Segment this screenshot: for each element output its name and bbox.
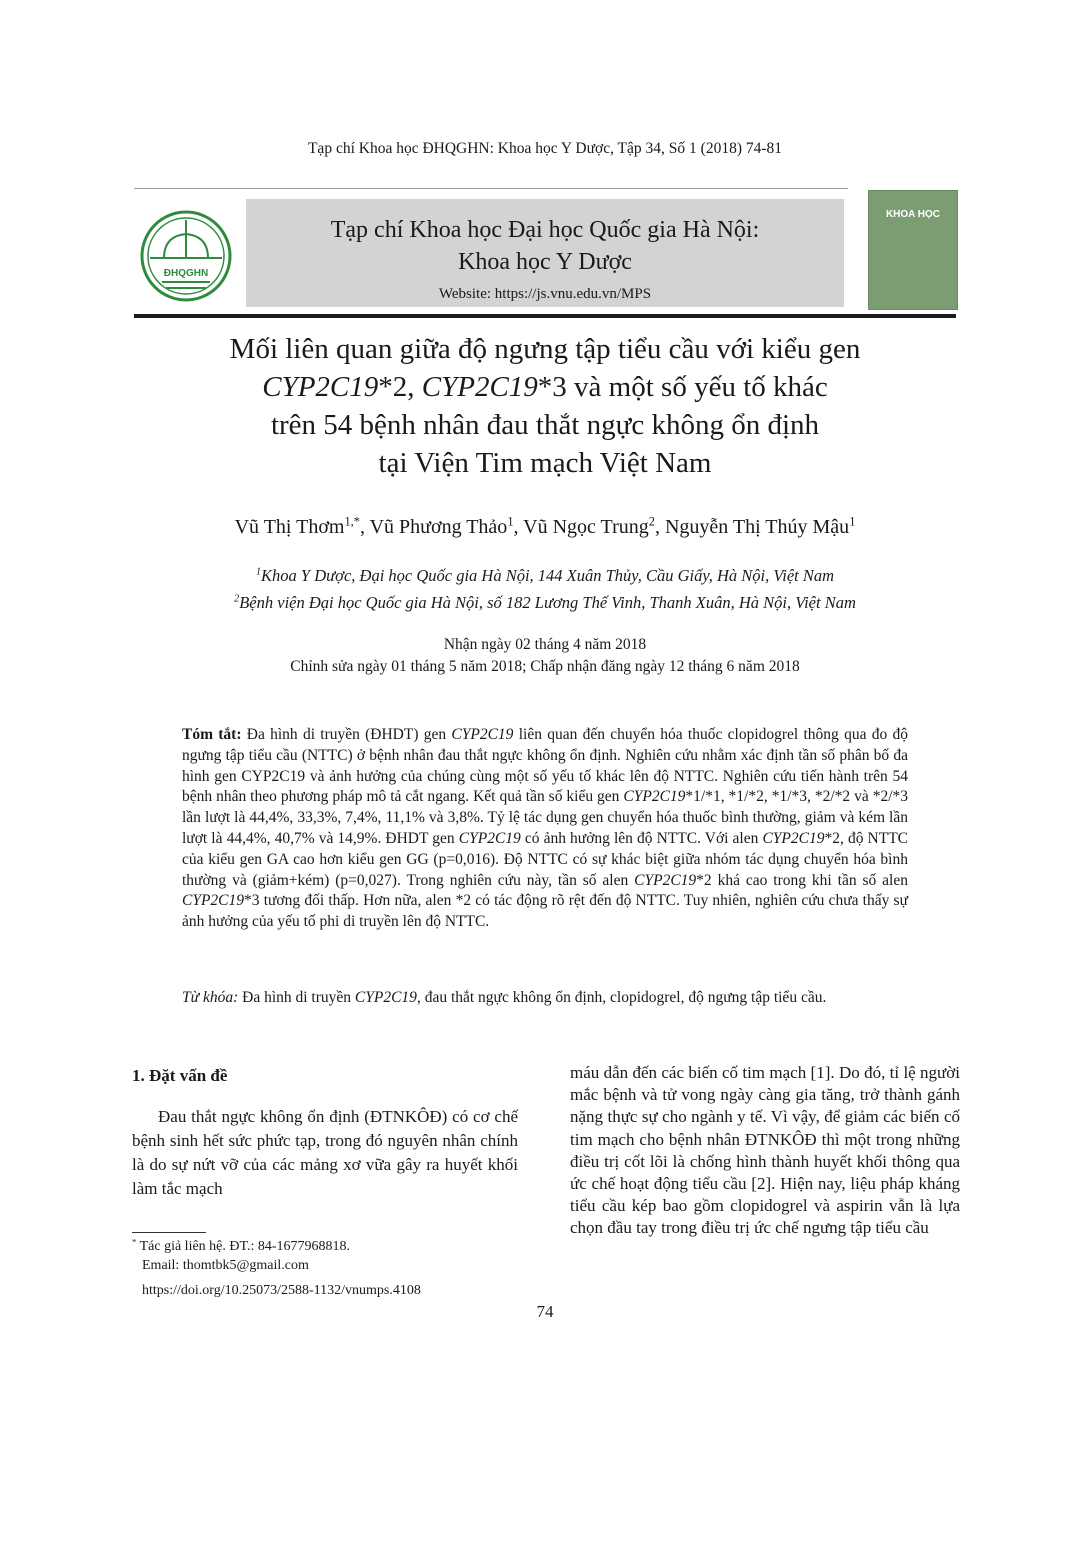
author-list bbox=[0, 516, 1090, 539]
journal-cover-thumbnail bbox=[868, 190, 958, 310]
abstract-text: *2 khá cao trong khi tần số alen bbox=[696, 871, 908, 889]
author-separator: , bbox=[359, 516, 370, 538]
footnote-email[interactable]: Email: thomtbk5@gmail.com bbox=[142, 1258, 309, 1273]
abstract-text: có ảnh hưởng lên độ NTTC. Với alen bbox=[520, 829, 763, 847]
journal-citation: Tạp chí Khoa học ĐHQGHN: Khoa học Y Dược, Tập 34, Số 1 (2018) 74-81 bbox=[307, 140, 783, 157]
gene-name: CYP2C19 bbox=[458, 829, 521, 847]
footnote-doi-link[interactable]: https://doi.org/10.25073/2588-1132/vnumps.4108 bbox=[142, 1283, 421, 1298]
title-line: tại Viện Tim mạch Việt Nam bbox=[378, 447, 712, 479]
author-name: Vũ Ngọc Trung bbox=[523, 516, 649, 538]
banner-title-box bbox=[246, 199, 844, 307]
gene-name: CYP2C19 bbox=[421, 371, 538, 403]
author-name: Nguyễn Thị Thúy Mậu bbox=[664, 516, 850, 538]
cover-title: KHOA HỌC bbox=[885, 209, 941, 220]
title-text: *3 và một số yếu tố khác bbox=[537, 371, 828, 403]
author-name: Vũ Thị Thơm bbox=[234, 516, 345, 538]
banner-website[interactable]: Website: https://js.vnu.edu.vn/MPS bbox=[438, 286, 652, 302]
revised-accepted-date: Chỉnh sửa ngày 01 tháng 5 năm 2018; Chấp nhận đăng ngày 12 tháng 6 năm 2018 bbox=[290, 658, 800, 675]
author-separator: , bbox=[654, 516, 665, 538]
keywords-text: Đa hình di truyền bbox=[238, 989, 355, 1006]
body-text-left-column: Đau thắt ngực không ổn định (ĐTNKÔĐ) có cơ chế bệnh sinh hết sức phức tạp, trong đó nguyên nhân chính là do sự nứt vỡ của các mảng xơ vữa gây ra huyết khối làm tắc mạch bbox=[132, 1107, 518, 1198]
received-date: Nhận ngày 02 tháng 4 năm 2018 bbox=[443, 636, 647, 653]
keywords bbox=[182, 988, 908, 1009]
author-affiliation-mark: 1,* bbox=[344, 514, 360, 529]
section-heading: 1. Đặt vấn đề bbox=[132, 1066, 228, 1085]
abstract-text: *3 tương đối thấp. Hơn nữa, alen *2 có tác động rõ rệt đến độ NTTC. Tuy nhiên, nghiên cứu chưa thấy sự ảnh hưởng của yếu tố phi di truyền lên độ NTTC. bbox=[182, 892, 908, 931]
journal-banner bbox=[134, 186, 956, 322]
keywords-text: , đau thắt ngực không ổn định, clopidogrel, độ ngưng tập tiểu cầu. bbox=[416, 989, 827, 1006]
abstract-text: liên quan đến chuyển hóa thuốc clopidogrel thông qua đo độ ngưng tập tiểu cầu (NTTC) ở bệnh nhân đau thắt ngực không ổn định. Nghiên cứu nhằm xác định tần số phân bố đa hình gen CYP2C19 và ảnh hưởng của chúng cùng một số yếu tố khác lên độ NTTC. Nghiên cứu tiến hành trên 54 bệnh nhân theo phương pháp mô tả cắt ngang. Kết quả tần số kiểu gen bbox=[182, 726, 908, 806]
footnote-text: Tác giả liên hệ. ĐT.: 84-1677968818. bbox=[136, 1239, 351, 1254]
gene-name: CYP2C19 bbox=[451, 726, 514, 743]
banner-title-line2: Khoa học Y Dược bbox=[458, 249, 632, 275]
affiliation-mark: 2 bbox=[234, 593, 240, 605]
affiliation-mark: 1 bbox=[255, 566, 262, 578]
abstract bbox=[182, 725, 908, 933]
footnote-rule bbox=[132, 1232, 206, 1233]
gene-name: CYP2C19 bbox=[262, 371, 379, 403]
title-text: *2, bbox=[378, 371, 422, 403]
logo-text: ĐHQGHN bbox=[163, 268, 209, 279]
author-separator: , bbox=[513, 516, 524, 538]
affiliation-text: Khoa Y Dược, Đại học Quốc gia Hà Nội, 144 Xuân Thủy, Cầu Giấy, Hà Nội, Việt Nam bbox=[261, 566, 835, 585]
page-number: 74 bbox=[536, 1302, 554, 1321]
author-affiliation-mark: 2 bbox=[648, 514, 655, 529]
footnote-corresponding-author bbox=[132, 1236, 351, 1255]
affiliation bbox=[0, 566, 1090, 586]
affiliation-text: Bệnh viện Đại học Quốc gia Hà Nội, số 182 Lương Thế Vinh, Thanh Xuân, Hà Nội, Việt Nam bbox=[239, 593, 856, 612]
abstract-label: Tóm tắt: bbox=[182, 726, 242, 743]
abstract-text: *2, độ NTTC của kiểu gen GA cao hơn kiểu gen GG (p=0,016). Độ NTTC có sự khác biệt giữa nhóm tác dụng chuyển hóa bình thường và (giảm+kém) (p=0,027). Trong nghiên cứu này, tần số alen bbox=[182, 829, 909, 889]
article-title bbox=[60, 330, 1030, 482]
gene-name: CYP2C19 bbox=[634, 871, 697, 889]
abstract-text: *1/*1, *1/*2, *1/*3, *2/*2 và *2/*3 lần lượt là 44,4%, 33,3%, 7,4%, 11,1% và 3,8%. Tỷ lệ tác dụng gen chuyển hóa thuốc bình thường, giảm và kém lần lượt là 44,4%, 40,7% và 14,9%. ĐHDT gen bbox=[182, 788, 908, 847]
author-affiliation-mark: 1 bbox=[849, 514, 856, 529]
footnote-mark: * bbox=[132, 1236, 137, 1247]
vnu-logo-icon bbox=[134, 206, 238, 306]
author-affiliation-mark: 1 bbox=[507, 514, 514, 529]
banner-bottom-rule bbox=[134, 314, 956, 318]
keywords-label: Từ khóa: bbox=[182, 989, 239, 1006]
gene-name: CYP2C19 bbox=[762, 829, 825, 847]
banner-top-rule bbox=[134, 188, 848, 189]
body-text-right-column: máu dẫn đến các biến cố tim mạch [1]. Do đó, tỉ lệ người mắc bệnh và tử vong ngày càng gia tăng, trở thành gánh nặng thực sự cho ngành y tế. Vì vậy, để giảm các biến cố tim mạch cho bệnh nhân ĐTNKÔĐ thì một trong những điều trị cốt lõi là chống hình thành huyết khối thông qua ức chế hoạt động tiểu cầu [2]. Hiện nay, liệu pháp kháng tiểu cầu kép bao gồm clopidogrel và aspirin vẫn là lựa chọn đầu tay trong điều trị ức chế ngưng tập tiểu cầu bbox=[570, 1063, 960, 1238]
title-line: Mối liên quan giữa độ ngưng tập tiểu cầu với kiểu gen bbox=[229, 333, 861, 365]
author-name: Vũ Phương Thảo bbox=[369, 516, 508, 538]
title-line bbox=[60, 368, 1030, 406]
banner-title-line1: Tạp chí Khoa học Đại học Quốc gia Hà Nội: bbox=[330, 217, 760, 243]
gene-name: CYP2C19 bbox=[623, 788, 686, 806]
gene-name: CYP2C19 bbox=[182, 892, 245, 910]
gene-name: CYP2C19 bbox=[354, 989, 417, 1006]
abstract-text: Đa hình di truyền (ĐHDT) gen bbox=[241, 726, 452, 743]
title-line: trên 54 bệnh nhân đau thắt ngực không ổn định bbox=[270, 409, 820, 441]
affiliation bbox=[0, 593, 1090, 613]
